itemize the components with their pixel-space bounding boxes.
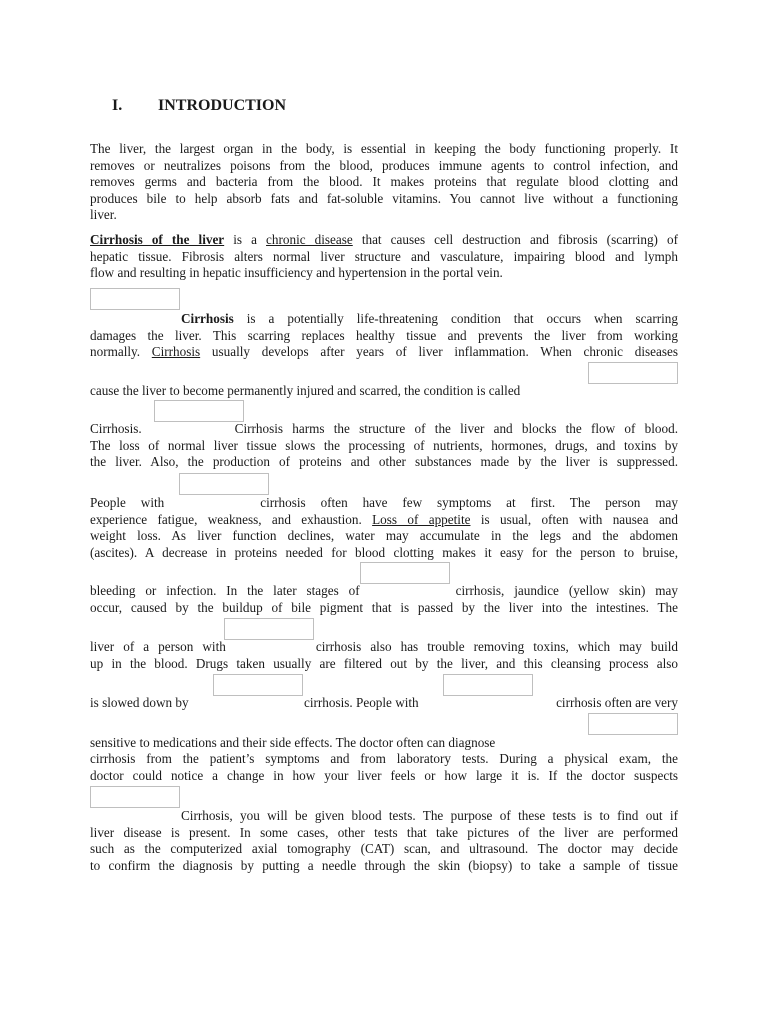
text-run: cirrhosis. People with [304,695,419,710]
image-placeholder [90,786,180,808]
text-line [90,311,678,328]
chronic-disease-link[interactable]: chronic disease [266,232,353,247]
section-title: INTRODUCTION [158,97,287,114]
text-run: cirrhosis, jaundice (yellow skin) may [455,583,678,598]
loss-of-appetite-link[interactable]: Loss of appetite [372,511,471,527]
text-line [90,344,678,361]
cirrhosis-inline-link[interactable]: Cirrhosis [151,344,201,360]
text-line-block [90,495,678,561]
text-run: is a [224,232,267,247]
text-line [90,512,678,529]
text-run: that causes cell destruction and fibrosis (scarring) of [352,232,679,247]
text-line: damages the liver. This scarring replaces healthy tissue and prevents the liver from working [90,327,678,343]
text-run: usually develops after years of liver inflammation. When chronic diseases [200,344,678,360]
text-line: liver disease is present. In some cases, other tests that take pictures of the liver are performed [90,824,678,840]
text-line-block [90,311,678,361]
image-placeholder [90,288,180,310]
text-run: cirrhosis often have few symptoms at first. The person may [260,495,678,510]
text-line: occur, caused by the buildup of bile pigment that is passed by the liver into the intestines. The [90,599,678,615]
text-line: flow and resulting in hepatic insufficiency and hypertension in the portal vein. [90,265,503,281]
text-line: produces bile to help absorb fats and fat-soluble vitamins. You cannot live without a functioning [90,190,678,206]
text-run: People with [90,495,165,510]
image-placeholder [360,562,450,584]
text-run: is usual, often with nausea and [470,511,678,527]
text-line [90,639,678,656]
text-line [90,232,678,249]
text-line: Cirrhosis, you will be given blood tests. The purpose of these tests is to find out if [181,808,678,823]
text-line [90,495,678,512]
text-line: (ascites). A decrease in proteins needed for blood clotting makes it easy for the person to bruise, [90,544,678,560]
text-line: sensitive to medications and their side effects. The doctor often can diagnose [90,735,496,750]
text-run: experience fatigue, weakness, and exhaustion. [90,511,373,527]
text-line: doctor could notice a change in how your liver feels or how large it is. If the doctor suspects [90,767,678,783]
text-run: is slowed down by [90,695,189,710]
text-run: cirrhosis also has trouble removing toxins, which may build [315,639,679,654]
text-line: removes or neutralizes poisons from the blood, produces immune agents to control infection, and [90,157,678,173]
section-number: I. [112,97,123,114]
image-placeholder [588,713,678,735]
text-line: The loss of normal liver tissue slows the processing of nutrients, hormones, drugs, and toxins by [90,437,678,453]
image-placeholder [443,674,533,696]
section-heading [112,96,286,116]
image-placeholder [588,362,678,384]
text-run: Cirrhosis. [90,421,142,436]
text-line-block [90,808,678,874]
text-line-block [90,421,678,471]
text-run: cirrhosis often are very [556,695,678,710]
text-line-block [90,583,678,616]
bold-term: Cirrhosis [181,311,234,326]
text-line: The liver, the largest organ in the body, is essential in keeping the body functioning properly. It [90,141,678,156]
image-placeholder [213,674,303,696]
paragraph-cirrhosis-definition [90,232,678,282]
text-line: hepatic tissue. Fibrosis alters normal liver structure and vasculature, impairing blood and lymph [90,248,678,264]
text-line: liver. [90,207,117,223]
text-run: bleeding or infection. In the later stages of [90,583,360,598]
text-run: is a potentially life-threatening condition that occurs when scarring [233,311,678,326]
text-line [90,583,678,600]
image-placeholder [154,400,244,422]
text-line: weight loss. As liver function declines, water may accumulate in the legs and the abdomen [90,528,678,544]
text-line: to confirm the diagnosis by putting a needle through the skin (biopsy) to take a sample of tissue [90,857,678,873]
text-run: liver of a person with [90,639,226,654]
text-line-block [90,639,678,672]
text-run: Cirrhosis harms the structure of the liver and blocks the flow of blood. [234,421,678,436]
text-line [90,421,678,438]
text-run: normally. [90,344,152,360]
cirrhosis-link[interactable]: Cirrhosis of the liver [90,232,225,247]
text-line: cause the liver to become permanently injured and scarred, the condition is called [90,383,521,398]
text-line-block [90,751,678,784]
text-line: cirrhosis from the patient’s symptoms and from laboratory tests. During a physical exam, the [90,751,678,766]
text-line: removes germs and bacteria from the blood. It makes proteins that regulate blood clotting and [90,174,678,190]
text-line: up in the blood. Drugs taken usually are filtered out by the liver, and this cleansing process also [90,655,678,671]
image-placeholder [179,473,269,495]
text-line: the liver. Also, the production of proteins and other substances made by the liver is suppressed. [90,454,678,470]
image-placeholder [224,618,314,640]
paragraph-liver-overview [90,141,678,224]
text-line: such as the computerized axial tomography (CAT) scan, and ultrasound. The doctor may decide [90,841,678,857]
